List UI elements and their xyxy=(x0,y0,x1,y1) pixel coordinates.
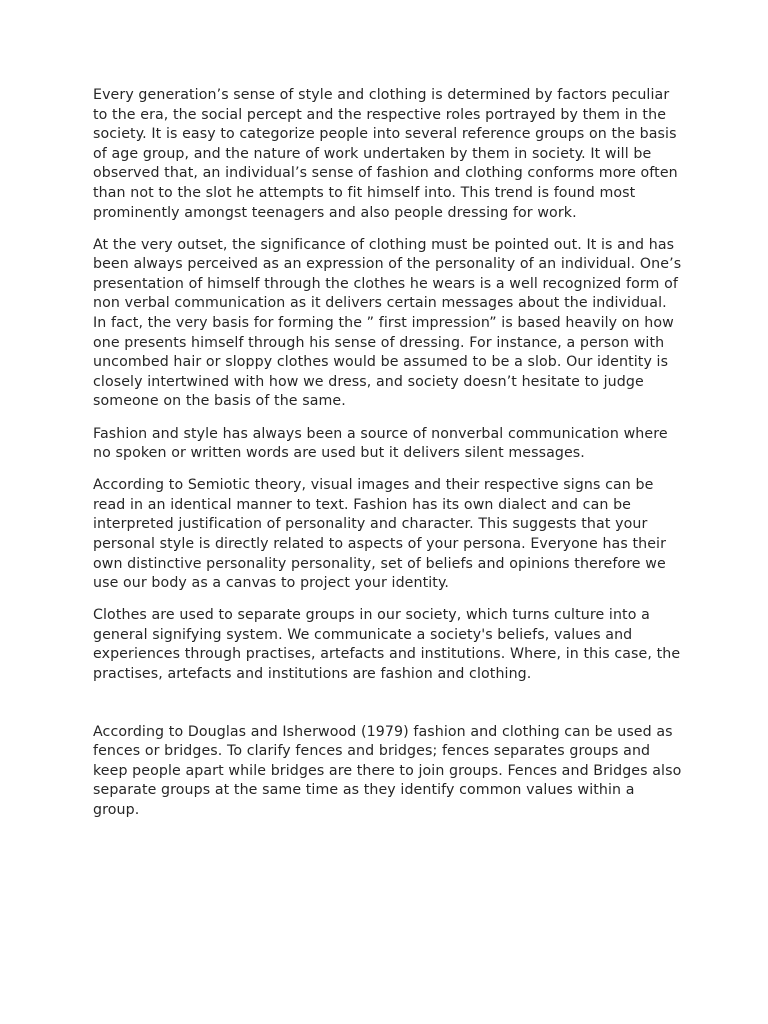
paragraph-1: Every generation’s sense of style and clothing is determined by factors peculiar to the era, the social percept and the respective roles portrayed by them in the society. It is easy to categorize people into several reference groups on the basis of age group, and the nature of work undertaken by them in society. It will be observed that, an individual’s sense of fashion and clothing conforms more often than not to the slot he attempts to fit himself into. This trend is found most prominently amongst teenagers and also people dressing for work. xyxy=(93,87,678,221)
paragraph-3: Fashion and style has always been a source of nonverbal communication where no spoken or written words are used but it delivers silent messages. xyxy=(93,425,668,462)
document-body xyxy=(93,86,683,833)
paragraph-4: According to Semiotic theory, visual images and their respective signs can be read in an identical manner to text. Fashion has its own dialect and can be interpreted justification of personality and character. This suggests that your personal style is directly related to aspects of your persona. Everyone has their own distinctive personality personality, set of beliefs and opinions therefore we use our body as a canvas to project your identity. xyxy=(93,477,667,592)
paragraph-5: Clothes are used to separate groups in our society, which turns culture into a general signifying system. We communicate a society's beliefs, values and experiences through practises, artefacts and institutions. Where, in this case, the practises, artefacts and institutions are fashion and clothing. xyxy=(93,607,681,683)
paragraph-6: According to Douglas and Isherwood (1979) fashion and clothing can be used as fences or bridges. To clarify fences and bridges; fences separates groups and keep people apart while bridges are there to join groups. Fences and Bridges also separate groups at the same time as they identify common values within a group. xyxy=(93,723,682,818)
paragraph-2: At the very outset, the significance of clothing must be pointed out. It is and has been always perceived as an expression of the personality of an individual. One’s presentation of himself through the clothes he wears is a well recognized form of non verbal communication as it delivers certain messages about the individual. In fact, the very basis for forming the ” first impression” is based heavily on how one presents himself through his sense of dressing. For instance, a person with uncombed hair or sloppy clothes would be assumed to be a slob. Our identity is closely intertwined with how we dress, and society doesn’t hesitate to judge someone on the basis of the same. xyxy=(93,236,682,410)
